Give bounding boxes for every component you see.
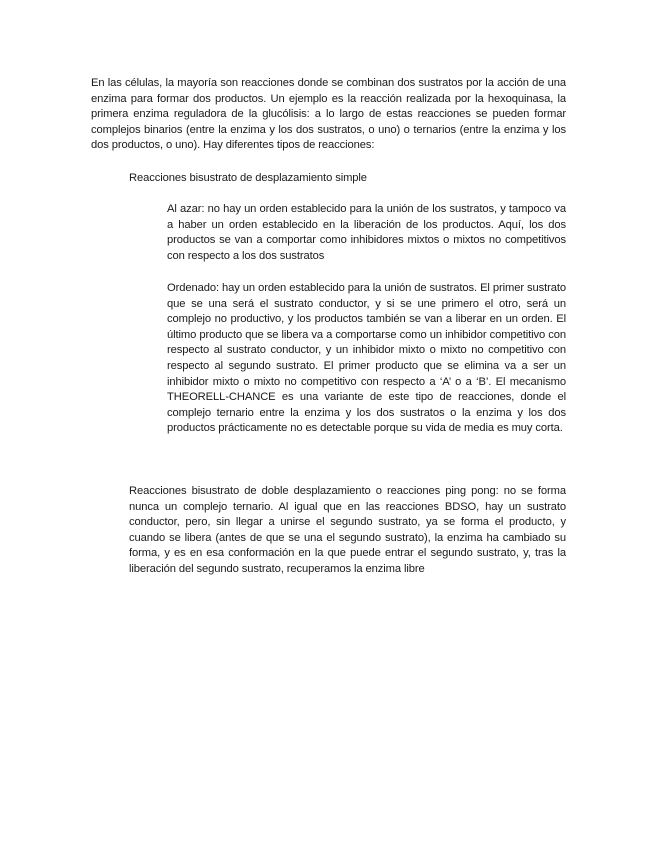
ping-pong-paragraph: Reacciones bisustrato de doble desplazamiento o reacciones ping pong: no se forma nunca un complejo ternario. Al igual que en las reacciones BDSO, hay un sustrato conductor, pero, sin llegar a unirse el segundo sustrato, ya se forma el producto, y cuando se libera (antes de que se una el segundo sustrato), la enzima ha cambiado su forma, y es en esa conformación en la que puede entrar el segundo sustrato, y, tras la liberación del segundo sustrato, recuperamos la enzima libre [129,485,566,575]
intro-paragraph: En las células, la mayoría son reacciones donde se combinan dos sustratos por la acción de una enzima para formar dos productos. Un ejemplo es la reacción realizada por la hexoquinasa, la primera enzima reguladora de la glucólisis: a lo largo de estas reacciones se pueden formar complejos binarios (entre la enzima y los dos sustratos, o uno) o ternarios (entre la enzima y los dos productos, o uno). Hay diferentes tipos de reacciones: [91,77,566,152]
ordered-paragraph: Ordenado: hay un orden establecido para la unión de sustratos. El primer sustrato que se una será el sustrato conductor, y si se une primero el otro, será un complejo no productivo, y los productos también se van a liberar en un orden. El último producto que se libera va a comportarse como un inhibidor competitivo con respecto al sustrato conductor, y un inhibidor mixto o mixto no competitivo con respecto al segundo sustrato. El primer producto que se elimina va a ser un inhibidor mixto o mixto no competitivo con respecto a ‘A’ o a ‘B’. El mecanismo THEORELL-CHANCE es una variante de este tipo de reacciones, donde el complejo ternario entre la enzima y los dos sustratos o la enzima y los dos productos prácticamente no es detectable porque su vida de media es muy corta. [167,282,566,435]
random-order-paragraph: Al azar: no hay un orden establecido para la unión de los sustratos, y tampoco va a haber un orden establecido en la liberación de los productos. Aquí, los dos productos se van a comportar como inhibidores mixtos o mixtos no competitivos con respecto a los dos sustratos [167,203,566,262]
section-heading-simple-displacement: Reacciones bisustrato de desplazamiento simple [129,172,367,184]
